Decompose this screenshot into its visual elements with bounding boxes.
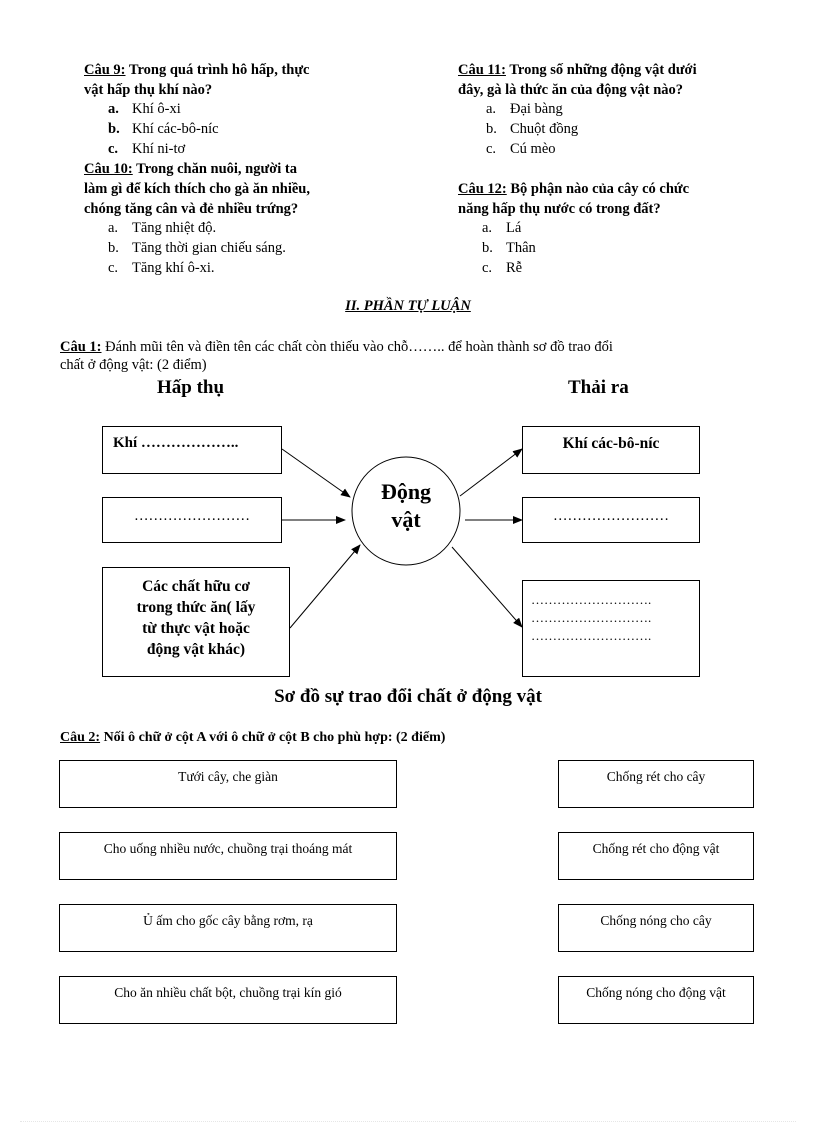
- absorb-box-organic-line3: từ thực vật hoặc: [142, 620, 250, 637]
- excrete-box-multi-line1: ……………………….: [531, 592, 652, 607]
- question-12-option-b[interactable]: b. Thân: [482, 240, 536, 256]
- absorb-box-gas-text: Khí ………………..: [113, 435, 239, 451]
- question-11-option-a[interactable]: a. Đại bàng: [486, 101, 563, 117]
- essay-question-2-number: Câu 2:: [60, 730, 101, 745]
- absorb-box-organic-line2: trong thức ăn( lấy: [136, 599, 256, 616]
- absorb-heading: Hấp thụ: [157, 377, 225, 398]
- question-10-text-line1: Trong chăn nuôi, người ta: [136, 161, 297, 177]
- essay-question-2-text: Nối ô chữ ở cột A với ô chữ ở cột B cho phù hợp: (2 điểm): [103, 730, 446, 745]
- column-b-box-4[interactable]: Chống nóng cho động vật: [558, 976, 754, 1024]
- diagram-caption: Sơ đồ sự trao đổi chất ở động vật: [274, 686, 542, 707]
- question-12-text-line2: năng hấp thụ nước có trong đất?: [458, 201, 661, 217]
- question-10-option-c[interactable]: c. Tăng khí ô-xi.: [108, 260, 215, 276]
- absorb-box-blank-text: ……………………: [134, 508, 250, 524]
- column-b-box-1[interactable]: Chống rét cho cây: [558, 760, 754, 808]
- question-9-text-line1: Trong quá trình hô hấp, thực: [128, 62, 310, 78]
- excrete-box-multi-line3: ……………………….: [531, 628, 652, 643]
- question-10-text-line2: làm gì để kích thích cho gà ăn nhiều,: [84, 181, 310, 197]
- excrete-heading: Thải ra: [568, 377, 629, 398]
- column-a-box-2[interactable]: Cho uống nhiều nước, chuồng trại thoáng mát: [59, 832, 397, 880]
- arrow-right-bottom: [452, 547, 522, 627]
- excrete-box-blank[interactable]: [522, 497, 700, 543]
- arrow-right-top: [460, 449, 522, 496]
- question-12-text-line1: Bộ phận nào của cây có chức: [510, 181, 690, 197]
- excrete-box-blank-text: ……………………: [553, 508, 669, 524]
- animal-center-line1: Động: [380, 479, 432, 504]
- excrete-box-multi-line2: ……………………….: [531, 610, 652, 625]
- question-10-option-a[interactable]: a. Tăng nhiệt độ.: [108, 220, 217, 236]
- question-11-text-line1: Trong số những động vật dưới: [509, 62, 697, 78]
- question-9-option-a[interactable]: a. Khí ô-xi: [108, 101, 181, 117]
- question-10-option-b[interactable]: b. Tăng thời gian chiếu sáng.: [108, 240, 286, 256]
- question-10-number: Câu 10:: [84, 161, 133, 177]
- section-title: II. PHẦN TỰ LUẬN: [345, 298, 471, 314]
- arrow-left-bottom: [290, 545, 360, 628]
- question-11-number: Câu 11:: [458, 62, 506, 78]
- question-11-text-line2: đây, gà là thức ăn của động vật nào?: [458, 82, 684, 98]
- question-9-option-c[interactable]: c. Khí ni-tơ: [108, 141, 186, 157]
- essay-question-2: [60, 730, 445, 746]
- arrow-left-top: [282, 449, 350, 497]
- animal-center-line2: vật: [391, 507, 421, 532]
- question-11-option-c[interactable]: c. Cú mèo: [486, 141, 556, 157]
- question-9-text-line2: vật hấp thụ khí nào?: [84, 82, 213, 98]
- question-9-number: Câu 9:: [84, 62, 126, 78]
- essay-question-1-text-line1: Đánh mũi tên và điền tên các chất còn thiếu vào chỗ…….. để hoàn thành sơ đồ trao đổi: [105, 339, 613, 355]
- question-12-number: Câu 12:: [458, 181, 507, 197]
- essay-question-1-text-line2: chất ở động vật: (2 điểm): [60, 357, 207, 373]
- absorb-box-organic-line1: Các chất hữu cơ: [142, 578, 250, 595]
- column-a-box-1[interactable]: Tưới cây, che giàn: [59, 760, 397, 808]
- question-11-option-b[interactable]: b. Chuột đồng: [486, 121, 579, 137]
- excrete-box-co2[interactable]: [522, 426, 700, 474]
- animal-center-label: [352, 478, 460, 534]
- absorb-box-organic[interactable]: [102, 567, 290, 677]
- footer-divider: [20, 1121, 796, 1122]
- excrete-box-multi[interactable]: [522, 580, 700, 677]
- column-a-box-4[interactable]: Cho ăn nhiều chất bột, chuồng trại kín gió: [59, 976, 397, 1024]
- question-12-option-c[interactable]: c. Rễ: [482, 260, 523, 276]
- question-10-text-line3: chóng tăng cân và đẻ nhiều trứng?: [84, 201, 299, 217]
- question-9-option-b[interactable]: b. Khí các-bô-níc: [108, 121, 219, 137]
- column-b-box-2[interactable]: Chống rét cho động vật: [558, 832, 754, 880]
- absorb-box-organic-line4: động vật khác): [146, 641, 246, 658]
- excrete-box-co2-text: Khí các-bô-níc: [562, 435, 660, 452]
- column-b-box-3[interactable]: Chống nóng cho cây: [558, 904, 754, 952]
- absorb-box-gas[interactable]: [102, 426, 282, 474]
- absorb-box-blank[interactable]: [102, 497, 282, 543]
- question-12-option-a[interactable]: a. Lá: [482, 220, 522, 236]
- essay-question-1-number: Câu 1:: [60, 339, 102, 355]
- column-a-box-3[interactable]: Ủ ấm cho gốc cây bằng rơm, rạ: [59, 904, 397, 952]
